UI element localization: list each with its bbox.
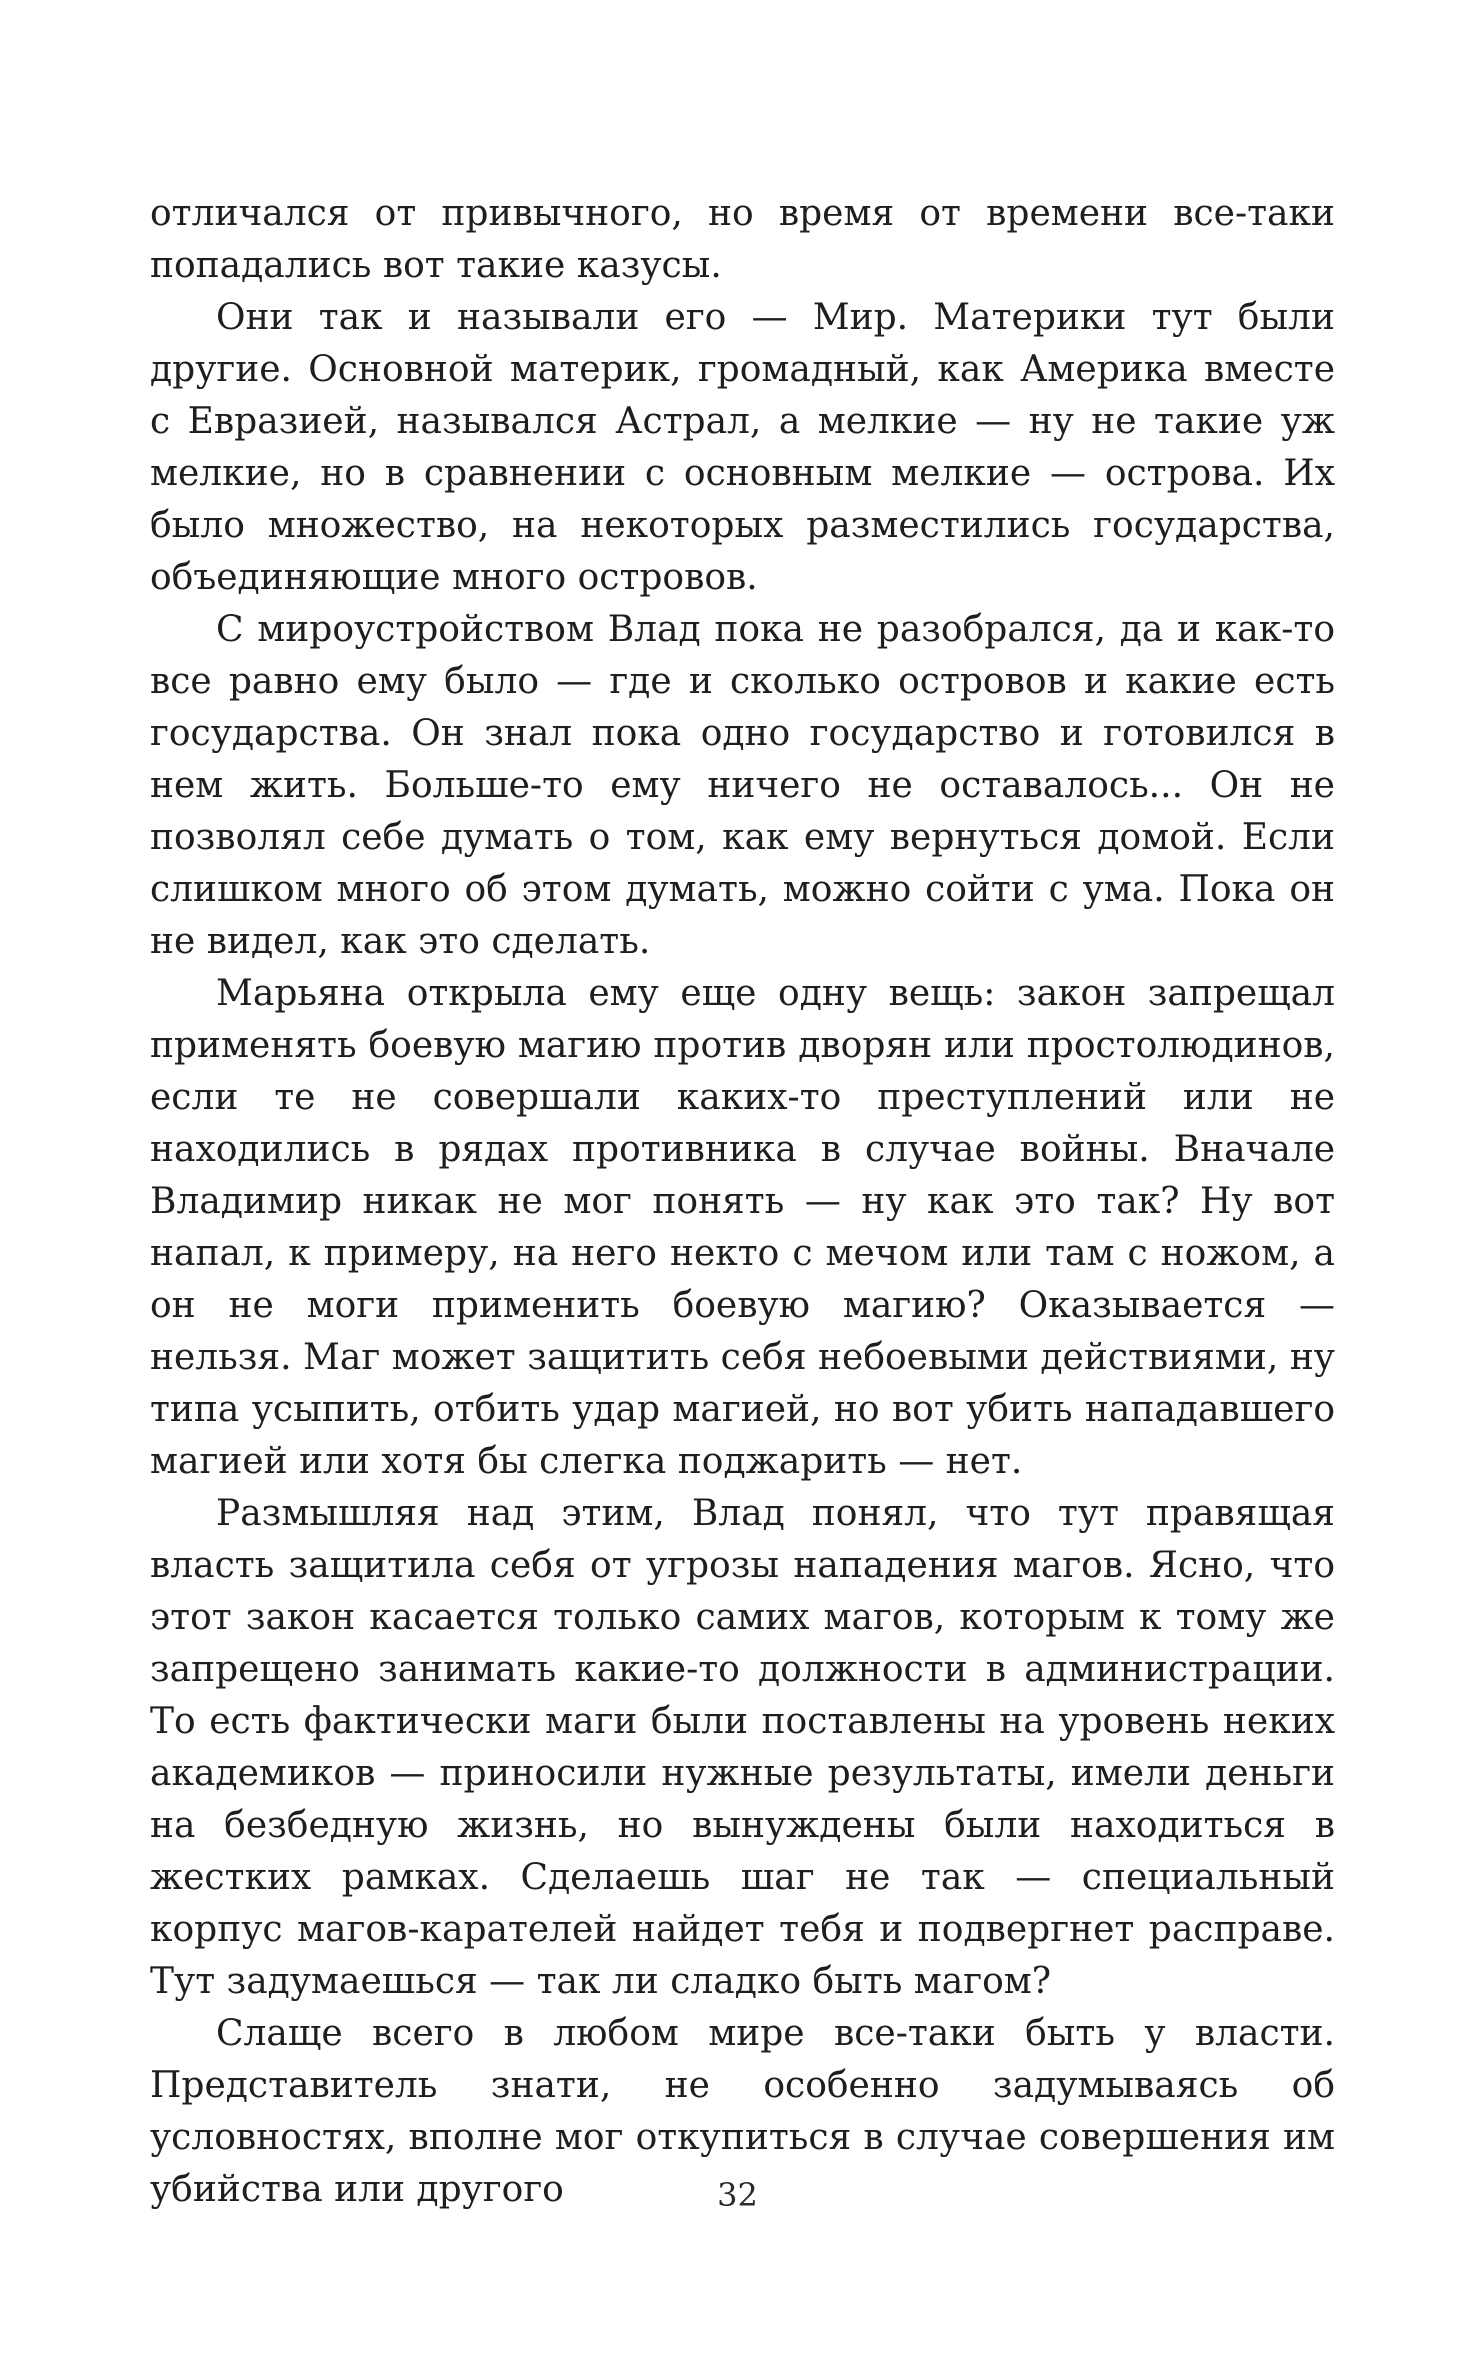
page-number: 32 bbox=[717, 2176, 758, 2214]
paragraph-2: Они так и называли его — Мир. Материки тут были другие. Основной материк, громадный, как Америка вместе с Евразией, назывался Астрал, а мелкие — ну не такие уж мелкие, но в сравнении с основным мелкие — острова. Их было множество, на некоторых разместились государства, объединяющие много островов. bbox=[150, 297, 1335, 598]
paragraph-3: С мироустройством Влад пока не разобрался, да и как-то все равно ему было — где и сколько островов и какие есть государства. Он знал пока одно государство и готовился в нем жить. Больше-то ему ничего не оставалось... Он не позволял себе думать о том, как ему вернуться домой. Если слишком много об этом думать, можно сойти с ума. Пока он не видел, как это сделать. bbox=[150, 609, 1335, 962]
paragraph-4: Марьяна открыла ему еще одну вещь: закон запрещал применять боевую магию против дворян или простолюдинов, если те не совершали каких-то преступлений или не находились в рядах противника в случае войны. Вначале Владимир никак не мог понять — ну как это так? Ну вот напал, к примеру, на него некто с мечом или там с ножом, а он не моги применить боевую магию? Оказывается — нельзя. Маг может защитить себя небоевыми действиями, ну типа усыпить, отбить удар магией, но вот убить нападавшего магией или хотя бы слегка поджарить — нет. bbox=[150, 973, 1335, 1482]
page-body bbox=[150, 188, 1335, 2216]
paragraph-5: Размышляя над этим, Влад понял, что тут правящая власть защитила себя от угрозы нападения магов. Ясно, что этот закон касается только самих магов, которым к тому же запрещено занимать какие-то должности в администрации. То есть фактически маги были поставлены на уровень неких академиков — приносили нужные результаты, имели деньги на безбедную жизнь, но вынуждены были находиться в жестких рамках. Сделаешь шаг не так — специальный корпус магов-карателей найдет тебя и подвергнет расправе. Тут задумаешься — так ли сладко быть магом? bbox=[150, 1493, 1335, 2002]
paragraph-1: отличался от привычного, но время от времени все-таки попадались вот такие казусы. bbox=[150, 193, 1335, 286]
paragraph-6: Слаще всего в любом мире все-таки быть у власти. Представитель знати, не особенно задумываясь об условностях, вполне мог откупиться в случае совершения им убийства или другого bbox=[150, 2013, 1335, 2210]
